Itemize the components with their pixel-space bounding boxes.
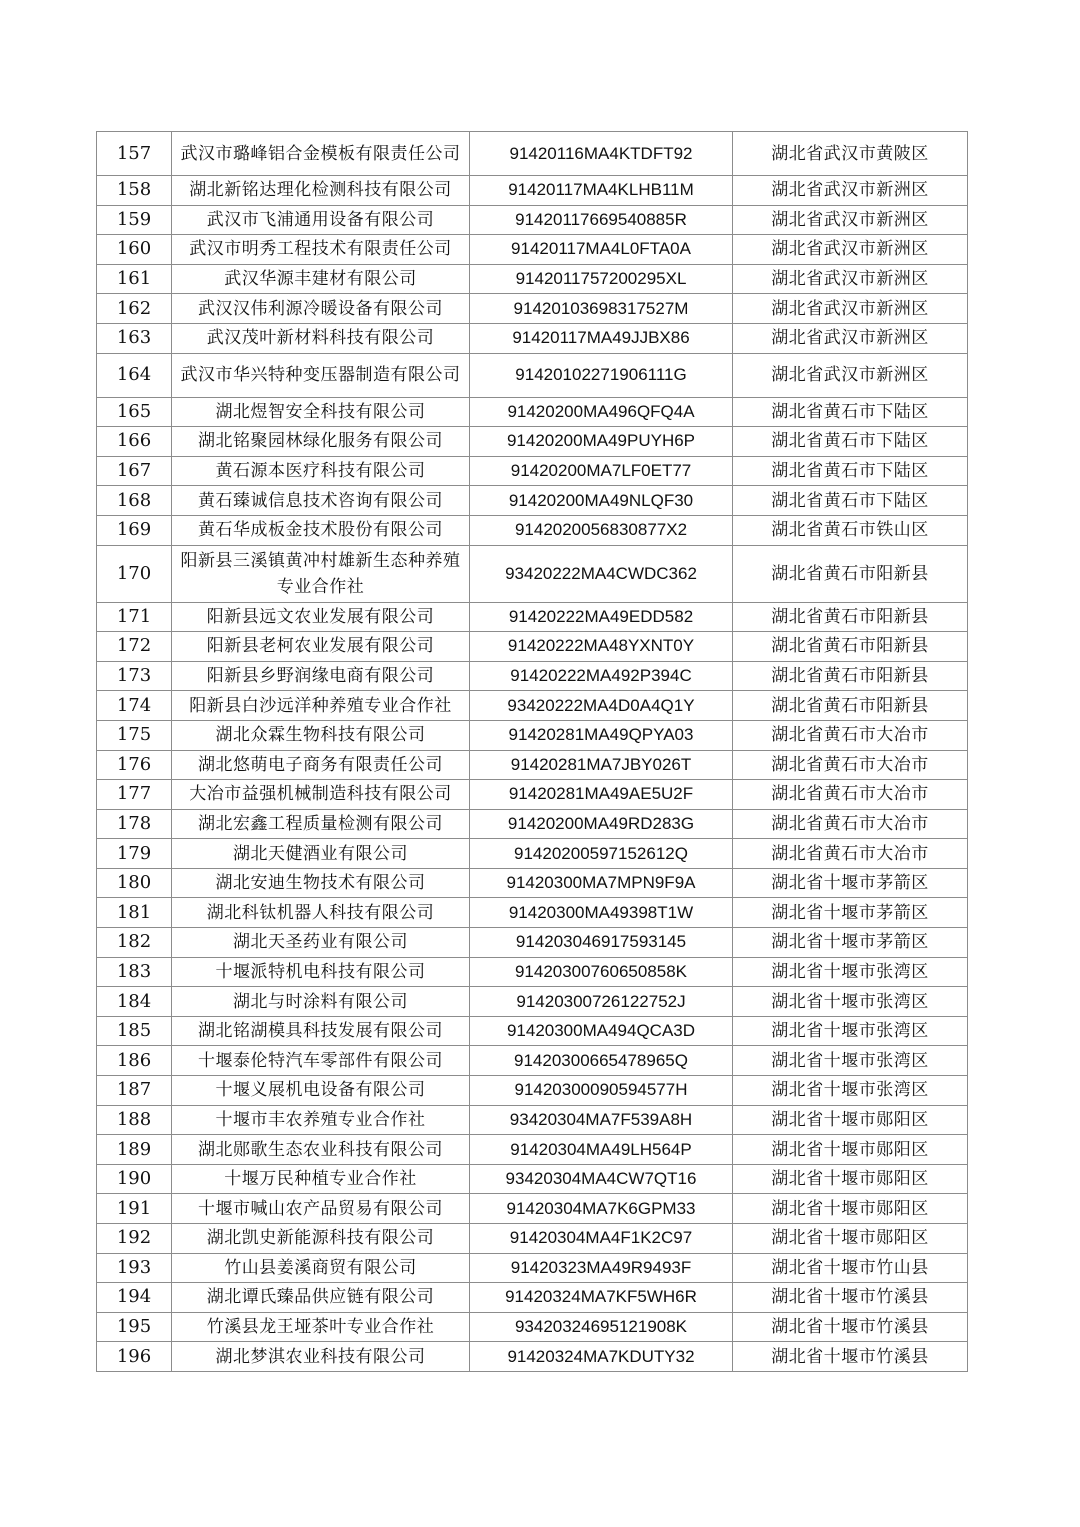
region-cell: 湖北省黄石市阳新县	[733, 602, 968, 632]
region-cell: 湖北省十堰市茅箭区	[733, 868, 968, 898]
row-number-cell: 178	[97, 809, 172, 839]
row-number-cell: 194	[97, 1283, 172, 1313]
row-number-cell: 190	[97, 1164, 172, 1194]
region-cell: 湖北省黄石市下陆区	[733, 427, 968, 457]
credit-code-cell: 91420117669540885R	[470, 205, 733, 235]
company-name-cell: 武汉市明秀工程技术有限责任公司	[172, 235, 470, 265]
table-row	[97, 427, 968, 457]
table-row	[97, 602, 968, 632]
company-name-cell: 武汉茂叶新材料科技有限公司	[172, 323, 470, 353]
credit-code-cell: 91420200MA7LF0ET77	[470, 456, 733, 486]
company-name-cell: 湖北郧歌生态农业科技有限公司	[172, 1135, 470, 1165]
region-cell: 湖北省黄石市阳新县	[733, 632, 968, 662]
credit-code-cell: 91420117MA4L0FTA0A	[470, 235, 733, 265]
company-name-cell: 阳新县老柯农业发展有限公司	[172, 632, 470, 662]
table-row	[97, 868, 968, 898]
credit-code-cell: 91420323MA49R9493F	[470, 1253, 733, 1283]
company-name-cell: 湖北悠萌电子商务有限责任公司	[172, 750, 470, 780]
row-number-cell: 187	[97, 1076, 172, 1106]
row-number-cell: 177	[97, 780, 172, 810]
company-name-cell: 十堰派特机电科技有限公司	[172, 957, 470, 987]
credit-code-cell: 93420222MA4CWDC362	[470, 545, 733, 602]
credit-code-cell: 91420200MA49PUYH6P	[470, 427, 733, 457]
table-row	[97, 1164, 968, 1194]
company-name-cell: 黄石华成板金技术股份有限公司	[172, 515, 470, 545]
row-number-cell: 159	[97, 205, 172, 235]
region-cell: 湖北省十堰市竹溪县	[733, 1283, 968, 1313]
company-name-cell: 十堰市丰农养殖专业合作社	[172, 1105, 470, 1135]
row-number-cell: 180	[97, 868, 172, 898]
table-body	[97, 132, 968, 1372]
company-name-cell: 黄石源本医疗科技有限公司	[172, 456, 470, 486]
table-row	[97, 353, 968, 397]
company-name-cell: 湖北煜智安全科技有限公司	[172, 397, 470, 427]
region-cell: 湖北省黄石市铁山区	[733, 515, 968, 545]
table-row	[97, 1105, 968, 1135]
credit-code-cell: 9142011757200295XL	[470, 264, 733, 294]
region-cell: 湖北省十堰市张湾区	[733, 987, 968, 1017]
region-cell: 湖北省十堰市郧阳区	[733, 1105, 968, 1135]
company-name-cell: 武汉市璐峰铝合金模板有限责任公司	[172, 132, 470, 176]
company-name-cell: 竹山县姜溪商贸有限公司	[172, 1253, 470, 1283]
credit-code-cell: 91420200597152612Q	[470, 839, 733, 869]
credit-code-cell: 91420200MA49NLQF30	[470, 486, 733, 516]
credit-code-cell: 91420300MA494QCA3D	[470, 1016, 733, 1046]
company-name-cell: 十堰泰伦特汽车零部件有限公司	[172, 1046, 470, 1076]
credit-code-cell: 91420281MA49QPYA03	[470, 720, 733, 750]
credit-code-cell: 91420300090594577H	[470, 1076, 733, 1106]
table-row	[97, 176, 968, 206]
credit-code-cell: 91420281MA7JBY026T	[470, 750, 733, 780]
region-cell: 湖北省十堰市竹溪县	[733, 1312, 968, 1342]
credit-code-cell: 91420324MA7KF5WH6R	[470, 1283, 733, 1313]
table-row	[97, 780, 968, 810]
row-number-cell: 161	[97, 264, 172, 294]
table-row	[97, 1135, 968, 1165]
region-cell: 湖北省武汉市新洲区	[733, 176, 968, 206]
table-row	[97, 898, 968, 928]
row-number-cell: 196	[97, 1342, 172, 1372]
credit-code-cell: 91420300MA49398T1W	[470, 898, 733, 928]
company-name-cell: 武汉市飞浦通用设备有限公司	[172, 205, 470, 235]
credit-code-cell: 91420200MA496QFQ4A	[470, 397, 733, 427]
company-name-cell: 阳新县远文农业发展有限公司	[172, 602, 470, 632]
credit-code-cell: 914203046917593145	[470, 928, 733, 958]
row-number-cell: 185	[97, 1016, 172, 1046]
row-number-cell: 172	[97, 632, 172, 662]
company-name-cell: 阳新县白沙远洋种养殖专业合作社	[172, 691, 470, 721]
company-name-cell: 阳新县三溪镇黄冲村雄新生态种养殖专业合作社	[172, 545, 470, 602]
company-name-cell: 湖北宏鑫工程质量检测有限公司	[172, 809, 470, 839]
company-name-cell: 武汉汉伟利源冷暖设备有限公司	[172, 294, 470, 324]
credit-code-cell: 91420222MA49EDD582	[470, 602, 733, 632]
row-number-cell: 184	[97, 987, 172, 1017]
table-row	[97, 1016, 968, 1046]
row-number-cell: 167	[97, 456, 172, 486]
credit-code-cell: 91420324MA7KDUTY32	[470, 1342, 733, 1372]
company-name-cell: 竹溪县龙王垭茶叶专业合作社	[172, 1312, 470, 1342]
company-name-cell: 十堰市喊山农产品贸易有限公司	[172, 1194, 470, 1224]
region-cell: 湖北省武汉市新洲区	[733, 235, 968, 265]
table-row	[97, 809, 968, 839]
row-number-cell: 181	[97, 898, 172, 928]
row-number-cell: 182	[97, 928, 172, 958]
company-name-cell: 湖北铭湖模具科技发展有限公司	[172, 1016, 470, 1046]
region-cell: 湖北省黄石市下陆区	[733, 456, 968, 486]
company-name-cell: 湖北众霖生物科技有限公司	[172, 720, 470, 750]
region-cell: 湖北省十堰市张湾区	[733, 1076, 968, 1106]
region-cell: 湖北省十堰市郧阳区	[733, 1224, 968, 1254]
table-row	[97, 397, 968, 427]
row-number-cell: 170	[97, 545, 172, 602]
table-row	[97, 750, 968, 780]
row-number-cell: 195	[97, 1312, 172, 1342]
credit-code-cell: 91420300665478965Q	[470, 1046, 733, 1076]
row-number-cell: 164	[97, 353, 172, 397]
credit-code-cell: 91420304MA7K6GPM33	[470, 1194, 733, 1224]
region-cell: 湖北省武汉市新洲区	[733, 294, 968, 324]
credit-code-cell: 91420300726122752J	[470, 987, 733, 1017]
company-name-cell: 十堰万民种植专业合作社	[172, 1164, 470, 1194]
table-row	[97, 1046, 968, 1076]
table-row	[97, 632, 968, 662]
row-number-cell: 183	[97, 957, 172, 987]
row-number-cell: 163	[97, 323, 172, 353]
row-number-cell: 168	[97, 486, 172, 516]
row-number-cell: 179	[97, 839, 172, 869]
table-row	[97, 132, 968, 176]
row-number-cell: 171	[97, 602, 172, 632]
row-number-cell: 165	[97, 397, 172, 427]
region-cell: 湖北省武汉市新洲区	[733, 205, 968, 235]
table-row	[97, 661, 968, 691]
table-row	[97, 957, 968, 987]
company-name-cell: 湖北谭氏臻品供应链有限公司	[172, 1283, 470, 1313]
credit-code-cell: 93420304MA7F539A8H	[470, 1105, 733, 1135]
company-name-cell: 湖北天圣药业有限公司	[172, 928, 470, 958]
region-cell: 湖北省十堰市竹溪县	[733, 1342, 968, 1372]
company-name-cell: 大冶市益强机械制造科技有限公司	[172, 780, 470, 810]
region-cell: 湖北省十堰市张湾区	[733, 957, 968, 987]
company-name-cell: 湖北安迪生物技术有限公司	[172, 868, 470, 898]
region-cell: 湖北省武汉市黄陂区	[733, 132, 968, 176]
row-number-cell: 186	[97, 1046, 172, 1076]
table-row	[97, 1312, 968, 1342]
region-cell: 湖北省武汉市新洲区	[733, 353, 968, 397]
row-number-cell: 193	[97, 1253, 172, 1283]
credit-code-cell: 93420304MA4CW7QT16	[470, 1164, 733, 1194]
company-name-cell: 湖北凯史新能源科技有限公司	[172, 1224, 470, 1254]
credit-code-cell: 91420103698317527M	[470, 294, 733, 324]
region-cell: 湖北省黄石市阳新县	[733, 691, 968, 721]
table-row	[97, 691, 968, 721]
credit-code-cell: 91420102271906111G	[470, 353, 733, 397]
credit-code-cell: 91420117MA49JJBX86	[470, 323, 733, 353]
region-cell: 湖北省十堰市张湾区	[733, 1016, 968, 1046]
region-cell: 湖北省十堰市郧阳区	[733, 1194, 968, 1224]
credit-code-cell: 91420281MA49AE5U2F	[470, 780, 733, 810]
table-row	[97, 264, 968, 294]
credit-code-cell: 91420222MA492P394C	[470, 661, 733, 691]
table-row	[97, 839, 968, 869]
credit-code-cell: 9142020056830877X2	[470, 515, 733, 545]
credit-code-cell: 91420117MA4KLHB11M	[470, 176, 733, 206]
table-row	[97, 486, 968, 516]
row-number-cell: 188	[97, 1105, 172, 1135]
company-name-cell: 湖北天健酒业有限公司	[172, 839, 470, 869]
region-cell: 湖北省黄石市大冶市	[733, 839, 968, 869]
row-number-cell: 176	[97, 750, 172, 780]
company-name-cell: 黄石臻诚信息技术咨询有限公司	[172, 486, 470, 516]
company-name-cell: 湖北与时涂料有限公司	[172, 987, 470, 1017]
table-row	[97, 1342, 968, 1372]
table-row	[97, 1194, 968, 1224]
table-row	[97, 545, 968, 602]
region-cell: 湖北省武汉市新洲区	[733, 323, 968, 353]
region-cell: 湖北省十堰市张湾区	[733, 1046, 968, 1076]
table-row	[97, 1076, 968, 1106]
credit-code-cell: 93420222MA4D0A4Q1Y	[470, 691, 733, 721]
row-number-cell: 173	[97, 661, 172, 691]
region-cell: 湖北省黄石市大冶市	[733, 750, 968, 780]
credit-code-cell: 91420300760650858K	[470, 957, 733, 987]
company-name-cell: 湖北新铭达理化检测科技有限公司	[172, 176, 470, 206]
region-cell: 湖北省十堰市茅箭区	[733, 898, 968, 928]
credit-code-cell: 91420200MA49RD283G	[470, 809, 733, 839]
region-cell: 湖北省十堰市茅箭区	[733, 928, 968, 958]
row-number-cell: 169	[97, 515, 172, 545]
row-number-cell: 160	[97, 235, 172, 265]
credit-code-cell: 91420116MA4KTDFT92	[470, 132, 733, 176]
credit-code-cell: 93420324695121908K	[470, 1312, 733, 1342]
row-number-cell: 174	[97, 691, 172, 721]
table-row	[97, 987, 968, 1017]
region-cell: 湖北省黄石市下陆区	[733, 397, 968, 427]
company-name-cell: 湖北科钛机器人科技有限公司	[172, 898, 470, 928]
region-cell: 湖北省黄石市阳新县	[733, 545, 968, 602]
region-cell: 湖北省黄石市大冶市	[733, 809, 968, 839]
row-number-cell: 192	[97, 1224, 172, 1254]
region-cell: 湖北省十堰市竹山县	[733, 1253, 968, 1283]
region-cell: 湖北省十堰市郧阳区	[733, 1164, 968, 1194]
row-number-cell: 162	[97, 294, 172, 324]
region-cell: 湖北省黄石市下陆区	[733, 486, 968, 516]
row-number-cell: 166	[97, 427, 172, 457]
table-row	[97, 515, 968, 545]
row-number-cell: 157	[97, 132, 172, 176]
table-row	[97, 1224, 968, 1254]
row-number-cell: 189	[97, 1135, 172, 1165]
company-list-table	[96, 131, 968, 1372]
table-row	[97, 928, 968, 958]
row-number-cell: 158	[97, 176, 172, 206]
region-cell: 湖北省武汉市新洲区	[733, 264, 968, 294]
table-row	[97, 1253, 968, 1283]
region-cell: 湖北省黄石市大冶市	[733, 780, 968, 810]
table-row	[97, 205, 968, 235]
credit-code-cell: 91420300MA7MPN9F9A	[470, 868, 733, 898]
row-number-cell: 175	[97, 720, 172, 750]
region-cell: 湖北省十堰市郧阳区	[733, 1135, 968, 1165]
region-cell: 湖北省黄石市大冶市	[733, 720, 968, 750]
table-row	[97, 294, 968, 324]
company-name-cell: 武汉华源丰建材有限公司	[172, 264, 470, 294]
table-row	[97, 323, 968, 353]
table-row	[97, 1283, 968, 1313]
table-row	[97, 235, 968, 265]
company-name-cell: 湖北铭聚园林绿化服务有限公司	[172, 427, 470, 457]
row-number-cell: 191	[97, 1194, 172, 1224]
company-name-cell: 十堰义展机电设备有限公司	[172, 1076, 470, 1106]
company-name-cell: 武汉市华兴特种变压器制造有限公司	[172, 353, 470, 397]
credit-code-cell: 91420222MA48YXNT0Y	[470, 632, 733, 662]
credit-code-cell: 91420304MA4F1K2C97	[470, 1224, 733, 1254]
company-name-cell: 湖北梦淇农业科技有限公司	[172, 1342, 470, 1372]
credit-code-cell: 91420304MA49LH564P	[470, 1135, 733, 1165]
region-cell: 湖北省黄石市阳新县	[733, 661, 968, 691]
company-name-cell: 阳新县乡野润缘电商有限公司	[172, 661, 470, 691]
table-row	[97, 456, 968, 486]
table-row	[97, 720, 968, 750]
